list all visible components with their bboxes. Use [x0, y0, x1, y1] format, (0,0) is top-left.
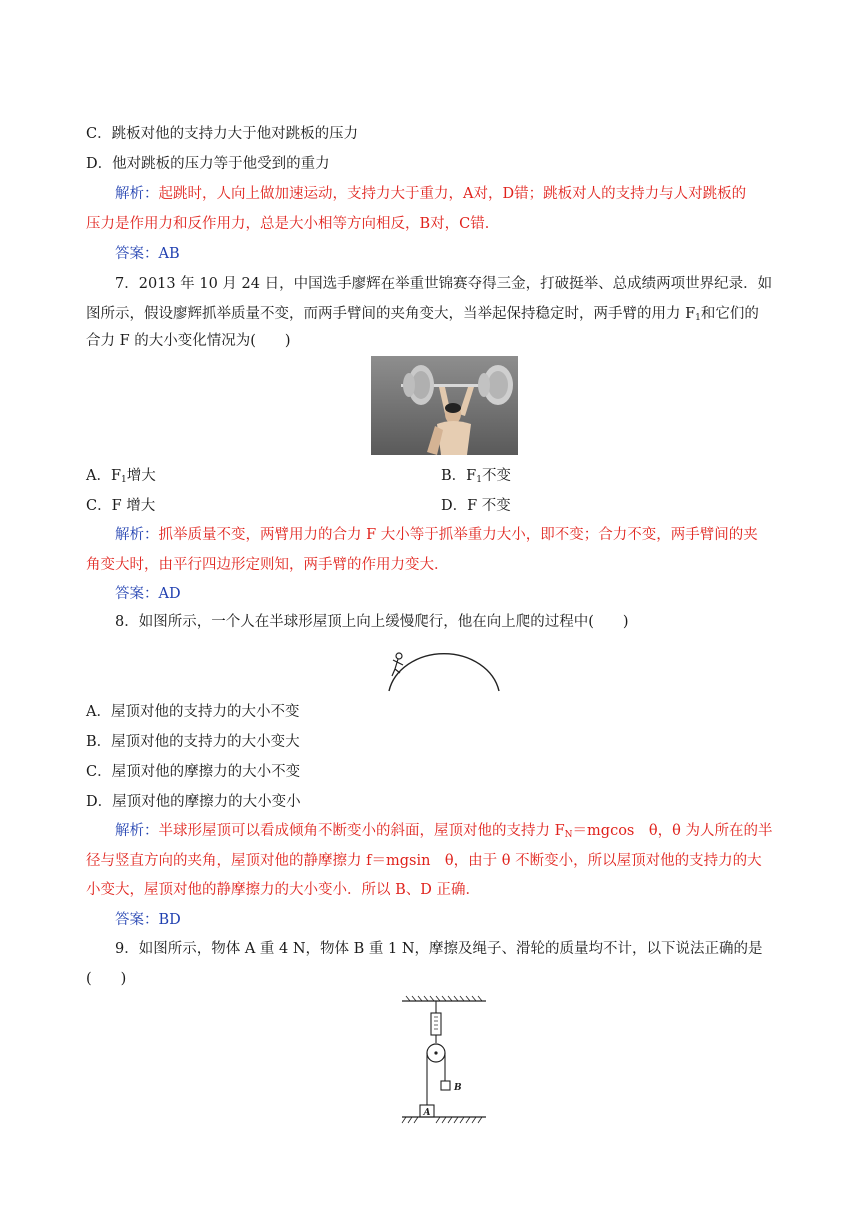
q8-option-c: C．屋顶对他的摩擦力的大小不变: [86, 764, 301, 780]
q8-analysis-line2: 径与竖直方向的夹角，屋顶对他的静摩擦力 f＝mgsin θ，由于 θ 不断变小，所以屋顶对他的支持力的大: [86, 853, 762, 869]
q7-stem-line3: 合力 F 的大小变化情况为( ): [86, 333, 291, 349]
answer-value: AD: [158, 586, 181, 602]
block-a-label: A: [423, 1108, 431, 1118]
q7-analysis-line1: [115, 525, 758, 545]
q6-answer: [115, 244, 180, 264]
q7-analysis-line2: 角变大时，由平行四边形定则知，两手臂的作用力变大．: [86, 557, 449, 573]
q8-stem: 8．如图所示，一个人在半球形屋顶上向上缓慢爬行，他在向上爬的过程中( ): [115, 614, 629, 630]
q8-option-a: A．屋顶对他的支持力的大小不变: [86, 704, 300, 720]
q6-option-c: C．跳板对他的支持力大于他对跳板的压力: [86, 126, 359, 142]
analysis-label: 解析：: [115, 823, 159, 839]
q7-option-b: B．$F_1$不变: [441, 468, 511, 485]
pulley-diagram: [398, 993, 490, 1125]
q7-stem-line1: 7．2013 年 10 月 24 日，中国选手廖辉在举重世锦赛夺得三金，打破挺举、总成绩两项世界纪录．如: [115, 276, 773, 292]
block-b-label: B: [454, 1083, 462, 1093]
answer-value: BD: [158, 912, 181, 928]
answer-value: AB: [158, 246, 180, 262]
q7-option-d: D．F 不变: [441, 498, 511, 514]
analysis-text: 起跳时，人向上做加速运动，支持力大于重力，A对，D错；跳板对人的支持力与人对跳板的: [158, 186, 747, 202]
q7-answer: [115, 584, 181, 604]
q6-analysis-line2: 压力是作用力和反作用力，总是大小相等方向相反，B对，C错．: [86, 216, 500, 232]
answer-label: 答案：: [115, 912, 159, 928]
q8-analysis-line1: [115, 821, 772, 845]
answer-label: 答案：: [115, 246, 159, 262]
q8-option-d: D．屋顶对他的摩擦力的大小变小: [86, 794, 301, 810]
q8-option-b: B．屋顶对他的支持力的大小变大: [86, 734, 300, 750]
q9-stem-line2: ( ): [86, 971, 127, 987]
answer-label: 答案：: [115, 586, 159, 602]
q7-option-c: C．F 增大 D．F 不变: [86, 498, 511, 514]
analysis-text: 半球形屋顶可以看成倾角不断变小的斜面，屋顶对他的支持力 $F_N=mgcos$ θ，θ 为人所在的半: [158, 823, 773, 840]
q8-analysis-line3: 小变大，屋顶对他的静摩擦力的大小变小．所以 B、D 正确．: [86, 882, 480, 898]
weightlifter-photo: [371, 356, 518, 455]
q7-option-a: A．$F_1$增大 B．$F_1$不变: [86, 466, 156, 490]
analysis-text: 抓举质量不变，两臂用力的合力 F 大小等于抓举重力大小，即不变；合力不变，两手臂间的夹: [158, 527, 758, 543]
q6-option-d: D．他对跳板的压力等于他受到的重力: [86, 156, 330, 172]
q7-stem-line2: 图所示，假设廖辉抓举质量不变，而两手臂间的夹角变大，当举起保持稳定时，两手臂的用力 $F_1$和它们的: [86, 306, 759, 323]
q6-analysis-line1: [115, 184, 746, 204]
analysis-label: 解析：: [115, 527, 159, 543]
q9-stem-line1: 9．如图所示，物体 A 重 4 N，物体 B 重 1 N，摩擦及绳子、滑轮的质量均不计，以下说法正确的是: [115, 941, 763, 957]
q8-answer: [115, 910, 181, 930]
hemisphere-roof-diagram: [383, 643, 505, 695]
analysis-label: 解析：: [115, 186, 159, 202]
